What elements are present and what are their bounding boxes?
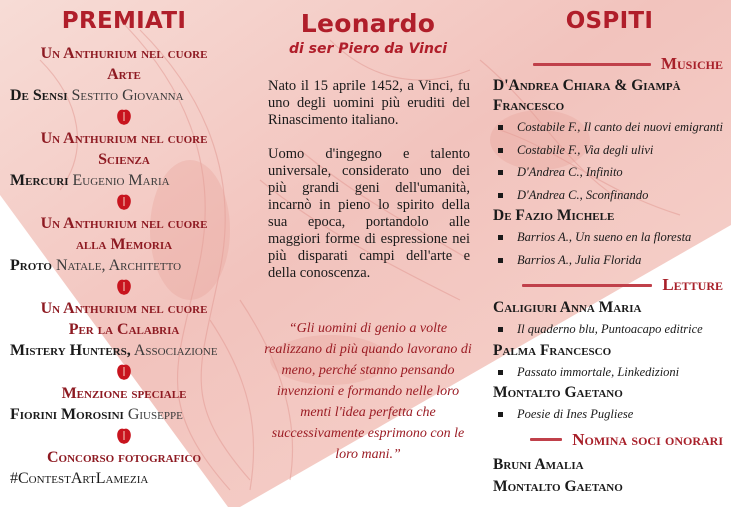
bullet-icon xyxy=(498,170,503,175)
biography-paragraph-2: Uomo d'ingegno e talento universale, considerato uno dei più grandi geni dell'umanità, incarnò in pieno lo spirito della sua epoca, portandolo alle maggiori forme di espressione nei più disparati campi dell'arte e della conoscenza. xyxy=(268,146,470,281)
biography-paragraph-1: Nato il 15 aprile 1452, a Vinci, fu uno degli uomini più eruditi del Rinascimento italiano. xyxy=(268,78,470,128)
bullet-icon xyxy=(498,193,503,198)
work-item: Barrios A., Un sueno en la floresta xyxy=(488,226,731,249)
leonardo-quote: “Gli uomini di genio a volte realizzano di più quando lavorano di meno, perché stanno pensando invenzioni e formando nelle loro menti l'idea perfetta che successivamente esprimono con le loro mani.” xyxy=(264,321,472,462)
ospiti-column xyxy=(488,0,731,498)
guest-name: Montalto Gaetano xyxy=(493,384,623,401)
works-list xyxy=(488,318,731,341)
works-list xyxy=(488,403,731,426)
ospiti-title: OSPITI xyxy=(565,8,654,34)
bullet-icon xyxy=(498,412,503,417)
premiati-column xyxy=(0,0,248,489)
award-title: Menzione speciale xyxy=(61,385,187,402)
award-entry xyxy=(0,298,248,361)
works-list xyxy=(488,226,731,271)
section-header-letture xyxy=(488,275,731,295)
work-item: Poesie di Ines Pugliese xyxy=(488,403,731,426)
award-entry xyxy=(0,43,248,106)
section-label: Letture xyxy=(662,275,723,294)
section-divider-line xyxy=(522,284,652,287)
award-category: Arte xyxy=(107,66,141,83)
anthurium-flower-icon xyxy=(116,193,132,211)
work-item: Passato immortale, Linkedizioni xyxy=(488,361,731,384)
leonardo-subtitle: di ser Piero da Vinci xyxy=(288,41,448,57)
guest-name: De Fazio Michele xyxy=(493,207,615,224)
award-entry xyxy=(0,447,248,489)
works-list xyxy=(488,116,731,206)
work-item: D'Andrea C., Sconfinando xyxy=(488,184,731,207)
award-title: Un Anthurium nel cuore xyxy=(40,45,208,62)
section-label: Musiche xyxy=(660,54,723,73)
bullet-icon xyxy=(498,258,503,263)
award-recipient: Proto Natale, Architetto xyxy=(10,257,182,274)
honorary-member: Montalto Gaetano xyxy=(493,477,623,495)
section-header-musiche xyxy=(488,54,731,74)
award-category: alla Memoria xyxy=(75,236,173,253)
bullet-icon xyxy=(498,327,503,332)
section-divider-line xyxy=(533,63,651,66)
leonardo-column xyxy=(248,0,488,465)
bullet-icon xyxy=(498,125,503,130)
work-item: Costabile F., Via degli ulivi xyxy=(488,139,731,162)
award-entry xyxy=(0,128,248,191)
award-recipient: De Sensi Sestito Giovanna xyxy=(10,87,184,104)
section-header-soci-onorari xyxy=(488,430,731,450)
anthurium-flower-icon xyxy=(116,108,132,126)
anthurium-flower-icon xyxy=(116,363,132,381)
award-recipient: Fiorini Morosini Giuseppe xyxy=(10,406,183,423)
award-recipient: Mistery Hunters, Associazione xyxy=(10,342,218,359)
works-list xyxy=(488,361,731,384)
bullet-icon xyxy=(498,235,503,240)
bullet-icon xyxy=(498,148,503,153)
award-recipient: Mercuri Eugenio Maria xyxy=(10,172,170,189)
guest-name: Palma Francesco xyxy=(493,341,612,359)
anthurium-flower-icon xyxy=(116,278,132,296)
work-item: Il quaderno blu, Puntoacapo editrice xyxy=(488,318,731,341)
work-item: D'Andrea C., Infinito xyxy=(488,161,731,184)
premiati-title: PREMIATI xyxy=(61,8,187,34)
work-item: Barrios A., Julia Florida xyxy=(488,249,731,272)
award-category: Scienza xyxy=(98,151,150,168)
award-title: Concorso fotografico xyxy=(46,449,202,466)
award-title: Un Anthurium nel cuore xyxy=(40,215,208,232)
section-label: Nomina soci onorari xyxy=(572,429,723,449)
award-entry xyxy=(0,213,248,276)
award-title: Un Anthurium nel cuore xyxy=(40,300,208,317)
bullet-icon xyxy=(498,370,503,375)
award-entry xyxy=(0,383,248,425)
award-category: Per la Calabria xyxy=(68,321,180,338)
hashtag: #ContestArtLamezia xyxy=(10,470,149,487)
guest-name: Caligiuri Anna Maria xyxy=(493,299,642,316)
work-item: Costabile F., Il canto dei nuovi emigranti xyxy=(488,116,731,139)
anthurium-flower-icon xyxy=(116,427,132,445)
honorary-member: Bruni Amalia xyxy=(493,455,584,473)
section-divider-line xyxy=(530,438,562,441)
guest-name: D'Andrea Chiara & Giampà Francesco xyxy=(493,77,681,114)
leonardo-title: Leonardo xyxy=(300,9,436,38)
award-title: Un Anthurium nel cuore xyxy=(40,130,208,147)
